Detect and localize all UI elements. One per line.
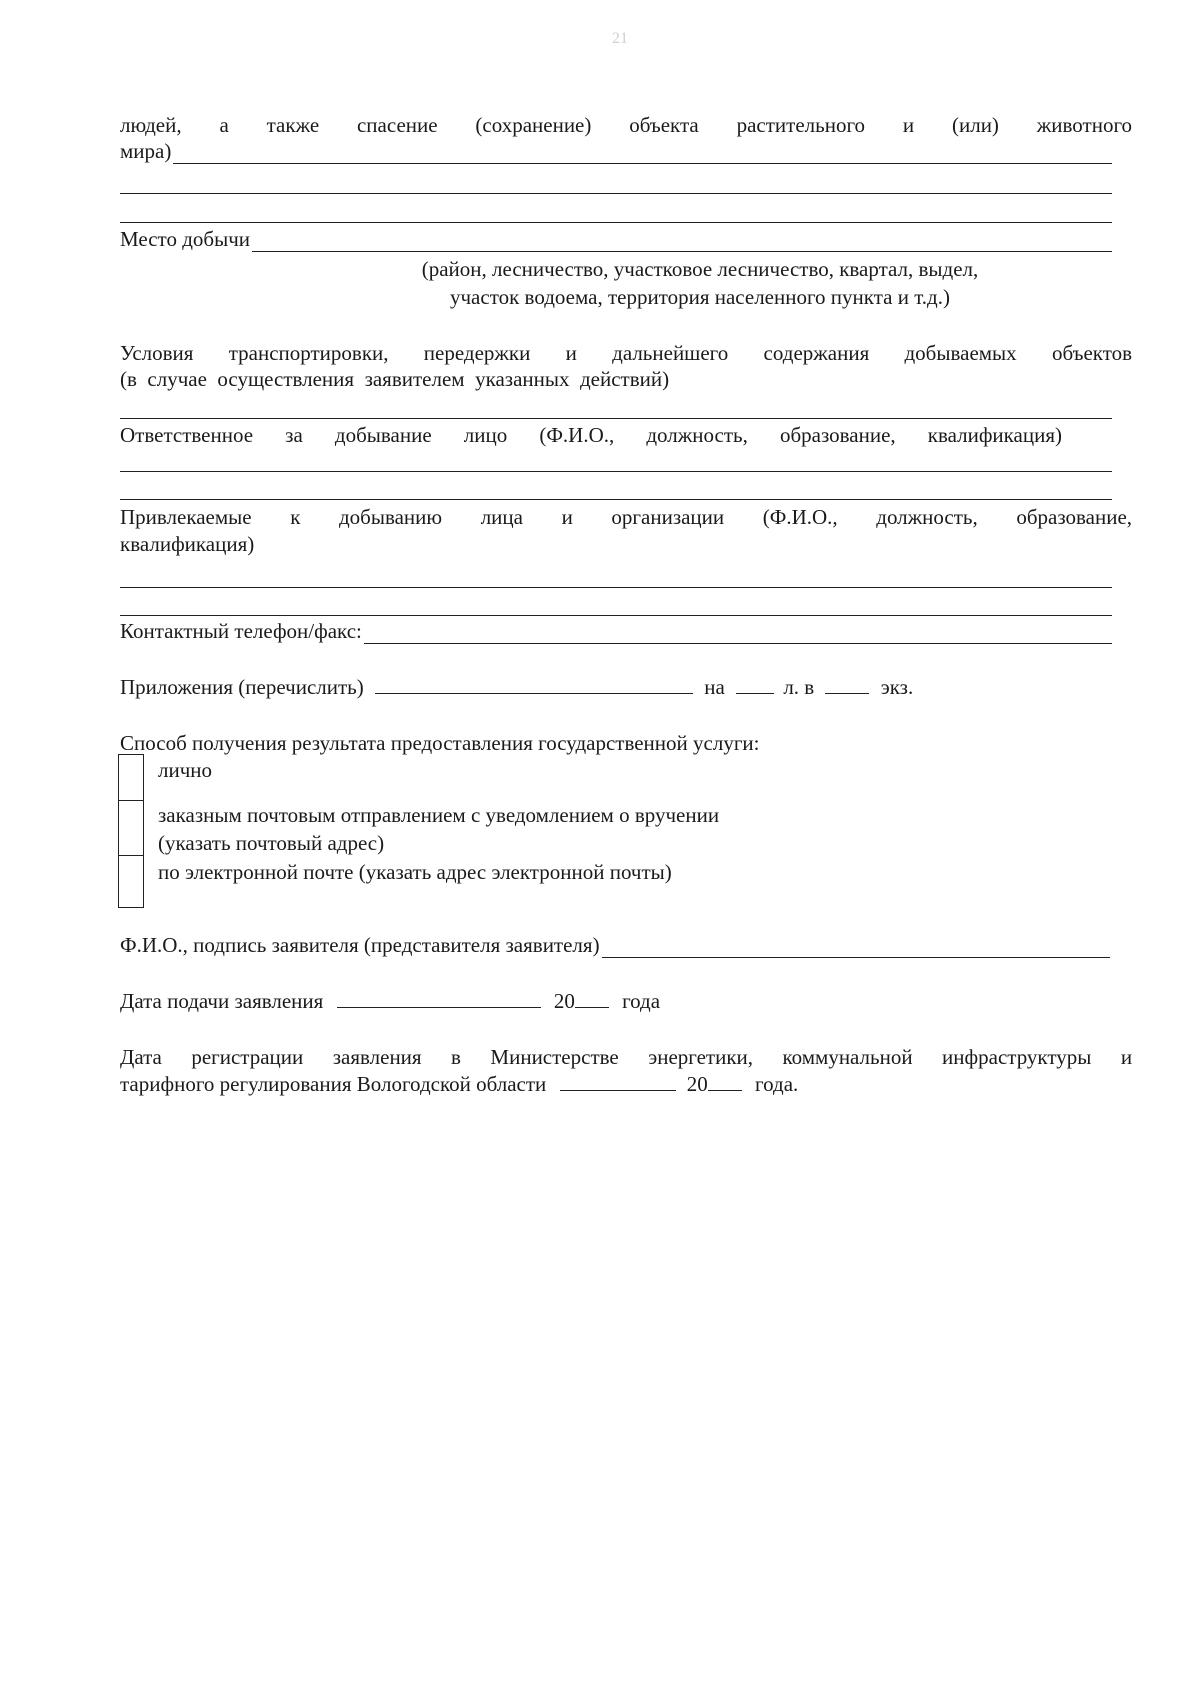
page-number: 21: [612, 30, 628, 47]
extraction-place-hint-1: (район, лесничество, участковое лесничество, квартал, выдел,: [421, 257, 979, 281]
responsible-label: Ответственное за добывание лицо (Ф.И.О., должность, образование, квалификация): [120, 423, 1063, 447]
extraction-place-row: [120, 226, 1112, 252]
signature-field[interactable]: [602, 939, 1110, 958]
signature-label: Ф.И.О., подпись заявителя (представителя заявителя): [120, 933, 600, 957]
delivery-title: Способ получения результата предоставления государственной услуги:: [120, 731, 760, 755]
submission-date-row: Дата подачи заявления 20 года: [120, 989, 661, 1013]
registration-line-1: Дата регистрации заявления в Министерстве энергетики, коммунальной инфраструктуры и: [120, 1045, 1133, 1069]
transport-line-1: Условия транспортировки, передержки и дальнейшего содержания добываемых объектов: [120, 341, 1133, 365]
blank-line[interactable]: [120, 222, 1112, 223]
responsible-field[interactable]: [120, 471, 1112, 472]
intro-line-1: людей, а также спасение (сохранение) объекта растительного и (или) животного: [120, 113, 1133, 137]
registration-line-2: тарифного регулирования Вологодской области 20 года.: [120, 1072, 799, 1096]
registration-date-field[interactable]: [560, 1072, 676, 1091]
contact-label: Контактный телефон/факс:: [120, 619, 362, 643]
checkbox-personal[interactable]: [118, 754, 144, 800]
contact-field[interactable]: [364, 625, 1112, 644]
rescue-object-field[interactable]: [173, 145, 1112, 164]
option-mail-hint: (указать почтовый адрес): [158, 831, 385, 855]
copies-count-field[interactable]: [825, 675, 869, 694]
attachments-field[interactable]: [375, 675, 693, 694]
signature-row: [120, 932, 1110, 958]
submission-date-field[interactable]: [337, 989, 541, 1008]
involved-line-1: Привлекаемые к добыванию лица и организации (Ф.И.О., должность, образование,: [120, 505, 1133, 529]
intro-line-2: мира): [120, 138, 1112, 164]
transport-field[interactable]: [120, 418, 1112, 419]
checkbox-email[interactable]: [118, 855, 144, 908]
extraction-place-hint-2: участок водоема, территория населенного пункта и т.д.): [450, 285, 950, 309]
attachments-row: Приложения (перечислить) на л. в экз.: [120, 675, 914, 699]
involved-field[interactable]: [120, 587, 1112, 588]
option-personal-label: лично: [158, 758, 213, 782]
sheets-count-field[interactable]: [736, 675, 774, 694]
involved-field[interactable]: [120, 615, 1112, 616]
submission-year-field[interactable]: [575, 989, 609, 1008]
submission-date-label: Дата подачи заявления: [120, 989, 324, 1013]
option-email-label: по электронной почте (указать адрес электронной почты): [158, 860, 672, 884]
checkbox-mail[interactable]: [118, 800, 144, 855]
extraction-place-label: Место добычи: [120, 227, 250, 251]
attachments-label: Приложения (перечислить): [120, 675, 364, 699]
option-mail-label: заказным почтовым отправлением с уведомлением о вручении: [158, 803, 720, 827]
registration-year-field[interactable]: [708, 1072, 742, 1091]
responsible-field[interactable]: [120, 499, 1112, 500]
blank-line[interactable]: [120, 193, 1112, 194]
contact-row: [120, 618, 1112, 644]
transport-line-2: (в случае осуществления заявителем указанных действий): [120, 367, 670, 391]
involved-line-2: квалификация): [120, 532, 255, 556]
extraction-place-field[interactable]: [252, 233, 1112, 252]
